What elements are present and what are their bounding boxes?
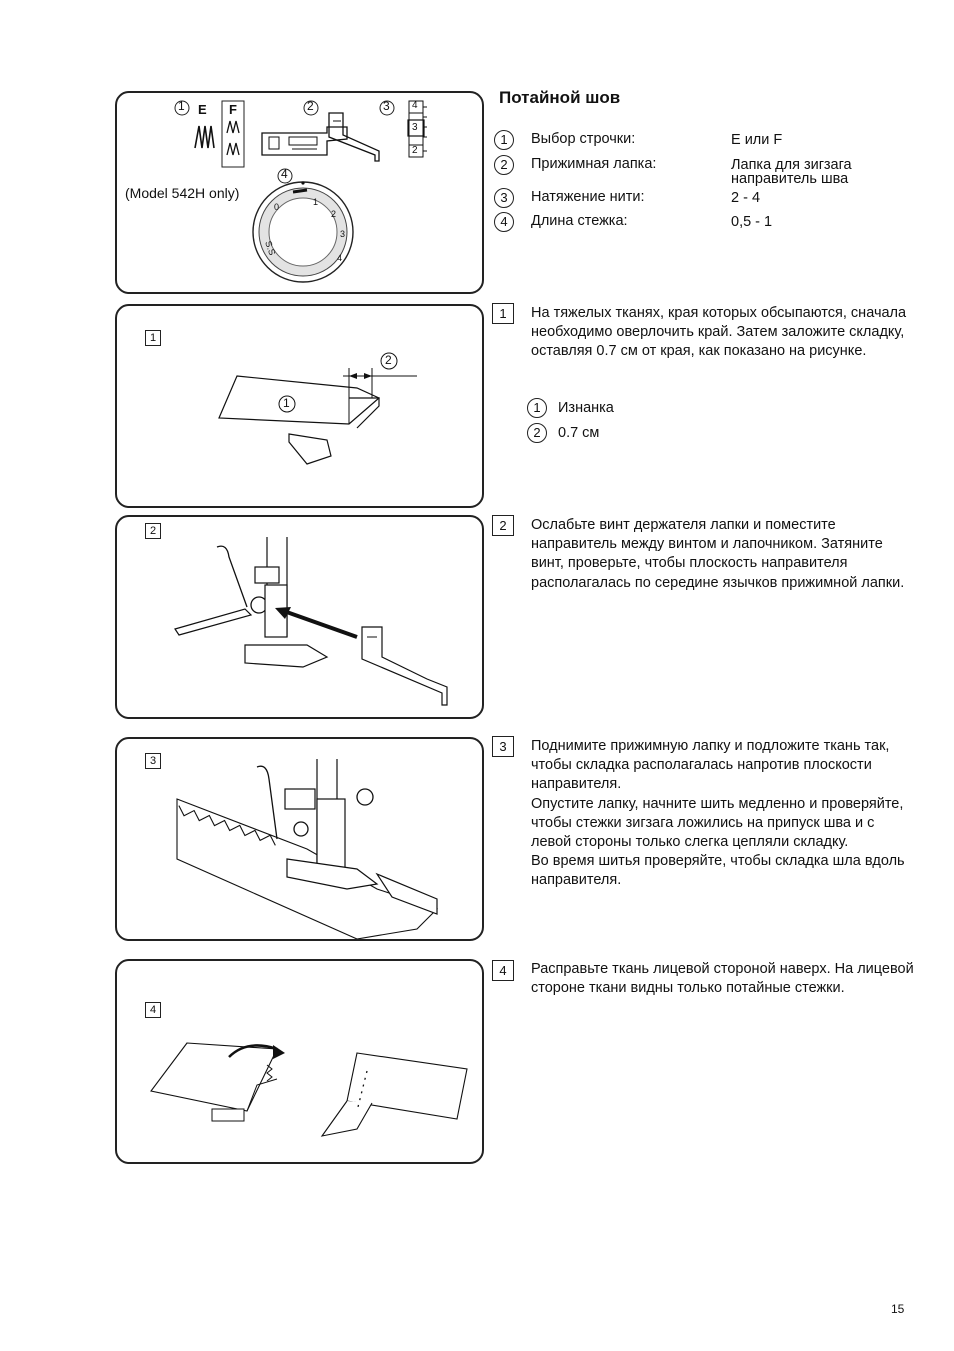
step-number: 1 [492,303,514,324]
folded-fabric-illustration [117,306,484,508]
guide-attachment-illustration [117,517,484,719]
finished-hem-illustration [117,961,484,1164]
figure-step-marker: 4 [145,1002,161,1018]
setting-label: Натяжение нити: [531,189,645,205]
setting-label: Выбор строчки: [531,131,636,147]
setting-value: Лапка для зигзага [731,157,852,173]
callout-4-label: 4 [281,167,288,181]
callout-1-label: 1 [178,99,185,113]
step-3-text [531,737,916,891]
setting-label: Прижимная лапка: [531,156,657,172]
setting-number: 1 [494,130,514,150]
dial-mark-3: 3 [340,229,346,239]
step-3-line: Поднимите прижимную лапку и подложите ткань так, чтобы складка располагалась напротив плоскости направителя. [531,738,890,793]
legend-text: 0.7 см [558,425,600,441]
step-number: 4 [492,960,514,981]
legend-text: Изнанка [558,400,614,416]
dial-mark-4: 4 [337,253,343,263]
tension-mark-4: 4 [412,100,418,111]
setting-number: 2 [494,155,514,175]
step-2-figure [115,515,484,719]
setting-value: 2 - 4 [731,190,761,206]
dial-mark-ss: S.S [263,239,278,257]
tension-mark-3: 3 [412,122,418,133]
figure-callout-2: 2 [385,353,392,367]
settings-figure [115,91,484,294]
sewing-along-guide-illustration [117,739,484,941]
step-number: 3 [492,736,514,757]
dial-mark-2: 2 [331,209,337,219]
callout-3-label: 3 [383,99,390,113]
figure-callout-1: 1 [283,396,290,410]
legend-number: 1 [527,398,547,418]
figure-step-marker: 1 [145,330,161,346]
setting-value: E или F [731,132,783,148]
step-4-text: Расправьте ткань лицевой стороной наверх. На лицевой стороне ткани видны только потайные стежки. [531,961,914,997]
callout-2-label: 2 [307,99,314,113]
step-number: 2 [492,515,514,536]
pattern-f-letter: F [229,102,237,117]
setting-value: 0,5 - 1 [731,214,773,230]
page-title: Потайной шов [499,88,621,107]
pattern-e-letter: E [198,102,207,117]
step-3-line: Опустите лапку, начните шить медленно и проверяйте, чтобы стежки зигзага ложились на припуск шва и с левой стороны только слегка цепляли складку. [531,795,904,851]
setting-number: 3 [494,188,514,208]
step-4-figure [115,959,484,1164]
setting-value-line-2: направитель шва [731,171,849,187]
step-1-text: На тяжелых тканях, края которых обсыпаются, сначала необходимо оверлочить край. Затем заложите складку, оставляя 0.7 см от края, как показано на рисунке. [531,305,907,360]
legend-number: 2 [527,423,547,443]
dial-mark-1: 1 [313,197,319,207]
page-number: 15 [891,1302,905,1316]
setting-number: 4 [494,212,514,232]
figure-step-marker: 3 [145,753,161,769]
step-3-figure [115,737,484,941]
setting-label: Длина стежка: [531,213,628,229]
step-1-figure [115,304,484,508]
step-2-text: Ослабьте винт держателя лапки и поместите направитель между винтом и лапочником. Затяните винт, проверьте, чтобы плоскость направителя располагалась по середине язычков прижимной лапки. [531,517,905,591]
dial-mark-0: 0 [274,202,280,212]
tension-mark-2: 2 [412,145,418,156]
model-note: (Model 542H only) [125,185,240,201]
step-3-line: Во время шитья проверяйте, чтобы складка шла вдоль направителя. [531,853,905,889]
figure-step-marker: 2 [145,523,161,539]
